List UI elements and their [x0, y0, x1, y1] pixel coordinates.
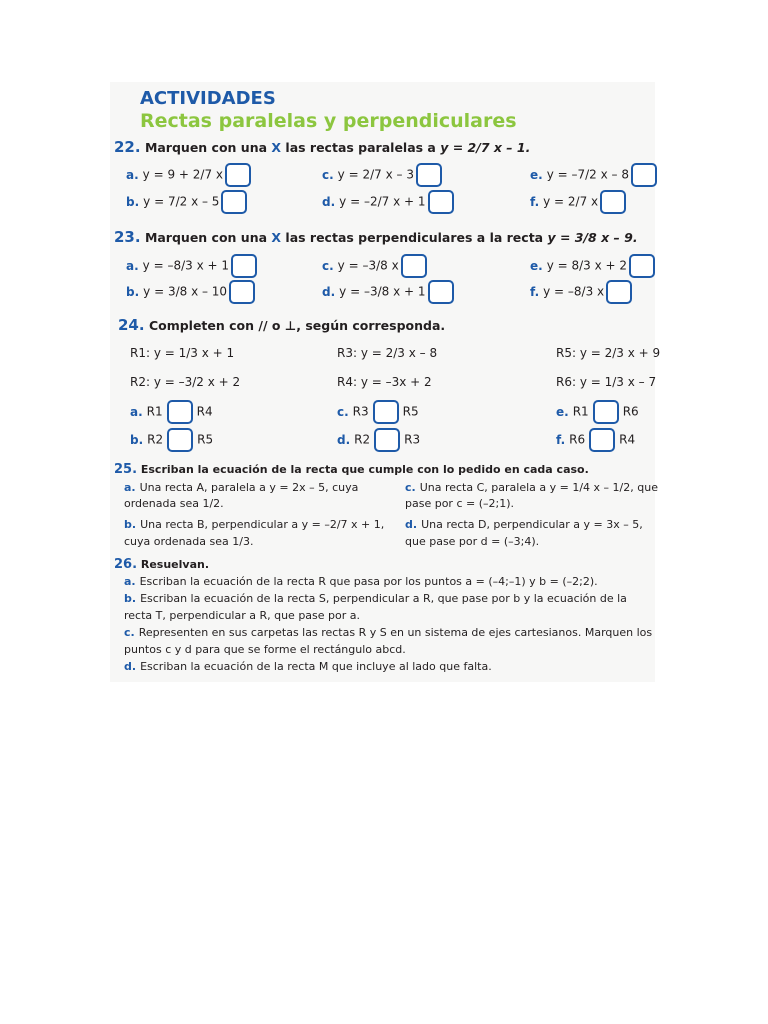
exercise-25-item-b-cont: cuya ordenada sea 1/3.	[124, 535, 254, 548]
line-equation-r4: R4: y = –3x + 2	[337, 375, 432, 389]
exercise-25-item-b: b. Una recta B, perpendicular a y = –2/7 x + 1,	[124, 518, 385, 531]
relation-item-f[interactable]: f. R6 R4	[556, 428, 635, 452]
answer-checkbox[interactable]	[221, 190, 247, 214]
answer-checkbox[interactable]	[428, 280, 454, 304]
exercise-22-item-c[interactable]: c. y = 2/7 x – 3	[322, 163, 442, 187]
exercise-22-item-e[interactable]: e. y = –7/2 x – 8	[530, 163, 657, 187]
exercise-23-item-c[interactable]: c. y = –3/8 x	[322, 254, 427, 278]
answer-checkbox[interactable]	[416, 163, 442, 187]
exercise-23-item-f[interactable]: f. y = –8/3 x	[530, 280, 632, 304]
relation-answer-box[interactable]	[167, 428, 193, 452]
exercise-25-item-c-cont: pase por c = (–2;1).	[405, 497, 514, 510]
answer-checkbox[interactable]	[401, 254, 427, 278]
exercise-22-statement: 22. Marquen con una X las rectas paralelas a y = 2/7 x – 1.	[114, 138, 531, 156]
reference-equation: y = 2/7 x – 1.	[440, 140, 531, 155]
relation-item-d[interactable]: d. R2 R3	[337, 428, 420, 452]
exercise-number: 25.	[114, 462, 138, 477]
relation-answer-box[interactable]	[589, 428, 615, 452]
exercise-26-item-c-cont: puntos c y d para que se forme el rectángulo abcd.	[124, 643, 406, 656]
answer-checkbox[interactable]	[231, 254, 257, 278]
exercise-25-item-d-cont: que pase por d = (–3;4).	[405, 535, 540, 548]
relation-item-b[interactable]: b. R2 R5	[130, 428, 213, 452]
exercise-23-item-e[interactable]: e. y = 8/3 x + 2	[530, 254, 655, 278]
exercise-25-item-d: d. Una recta D, perpendicular a y = 3x – 5,	[405, 518, 643, 531]
exercise-26-statement: 26. Resuelvan.	[114, 557, 210, 572]
page-title: ACTIVIDADES	[140, 88, 276, 109]
exercise-23-statement: 23. Marquen con una X las rectas perpendiculares a la recta y = 3/8 x – 9.	[114, 228, 638, 246]
exercise-number: 24.	[118, 316, 145, 334]
exercise-number: 23.	[114, 228, 141, 246]
exercise-25-item-c: c. Una recta C, paralela a y = 1/4 x – 1/2, que	[405, 481, 658, 494]
relation-item-e[interactable]: e. R1 R6	[556, 400, 639, 424]
line-equation-r6: R6: y = 1/3 x – 7	[556, 375, 657, 389]
exercise-24-statement: 24. Completen con // o ⊥, según corresponda.	[118, 316, 446, 334]
exercise-25-item-a-cont: ordenada sea 1/2.	[124, 497, 224, 510]
relation-item-a[interactable]: a. R1 R4	[130, 400, 213, 424]
line-equation-r3: R3: y = 2/3 x – 8	[337, 346, 438, 360]
answer-checkbox[interactable]	[631, 163, 657, 187]
answer-checkbox[interactable]	[606, 280, 632, 304]
relation-answer-box[interactable]	[593, 400, 619, 424]
exercise-26-item-a: a. Escriban la ecuación de la recta R que pasa por los puntos a = (–4;–1) y b = (–2;2).	[124, 575, 598, 588]
exercise-26-item-b: b. Escriban la ecuación de la recta S, perpendicular a R, que pase por b y la ecuación de la	[124, 592, 627, 605]
line-equation-r2: R2: y = –3/2 x + 2	[130, 375, 241, 389]
exercise-26-item-b-cont: recta T, perpendicular a R, que pase por a.	[124, 609, 361, 622]
line-equation-r5: R5: y = 2/3 x + 9	[556, 346, 661, 360]
page-subtitle: Rectas paralelas y perpendiculares	[140, 110, 517, 132]
reference-equation: y = 3/8 x – 9.	[547, 230, 638, 245]
exercise-26-item-d: d. Escriban la ecuación de la recta M que incluye al lado que falta.	[124, 660, 492, 673]
relation-answer-box[interactable]	[374, 428, 400, 452]
exercise-23-item-a[interactable]: a. y = –8/3 x + 1	[126, 254, 257, 278]
exercise-23-item-d[interactable]: d. y = –3/8 x + 1	[322, 280, 454, 304]
answer-checkbox[interactable]	[229, 280, 255, 304]
exercise-22-item-b[interactable]: b. y = 7/2 x – 5	[126, 190, 247, 214]
relation-answer-box[interactable]	[167, 400, 193, 424]
exercise-25-item-a: a. Una recta A, paralela a y = 2x – 5, cuya	[124, 481, 359, 494]
exercise-22-item-a[interactable]: a. y = 9 + 2/7 x	[126, 163, 251, 187]
exercise-22-item-f[interactable]: f. y = 2/7 x	[530, 190, 626, 214]
exercise-26-item-c: c. Representen en sus carpetas las rectas R y S en un sistema de ejes cartesianos. Marquen los	[124, 626, 653, 639]
exercise-25-statement: 25. Escriban la ecuación de la recta que cumple con lo pedido en cada caso.	[114, 462, 589, 477]
answer-checkbox[interactable]	[428, 190, 454, 214]
line-equation-r1: R1: y = 1/3 x + 1	[130, 346, 235, 360]
exercise-22-item-d[interactable]: d. y = –2/7 x + 1	[322, 190, 454, 214]
answer-checkbox[interactable]	[600, 190, 626, 214]
exercise-23-item-b[interactable]: b. y = 3/8 x – 10	[126, 280, 255, 304]
answer-checkbox[interactable]	[225, 163, 251, 187]
answer-checkbox[interactable]	[629, 254, 655, 278]
exercise-number: 22.	[114, 138, 141, 156]
relation-item-c[interactable]: c. R3 R5	[337, 400, 419, 424]
relation-answer-box[interactable]	[373, 400, 399, 424]
exercise-number: 26.	[114, 557, 138, 572]
